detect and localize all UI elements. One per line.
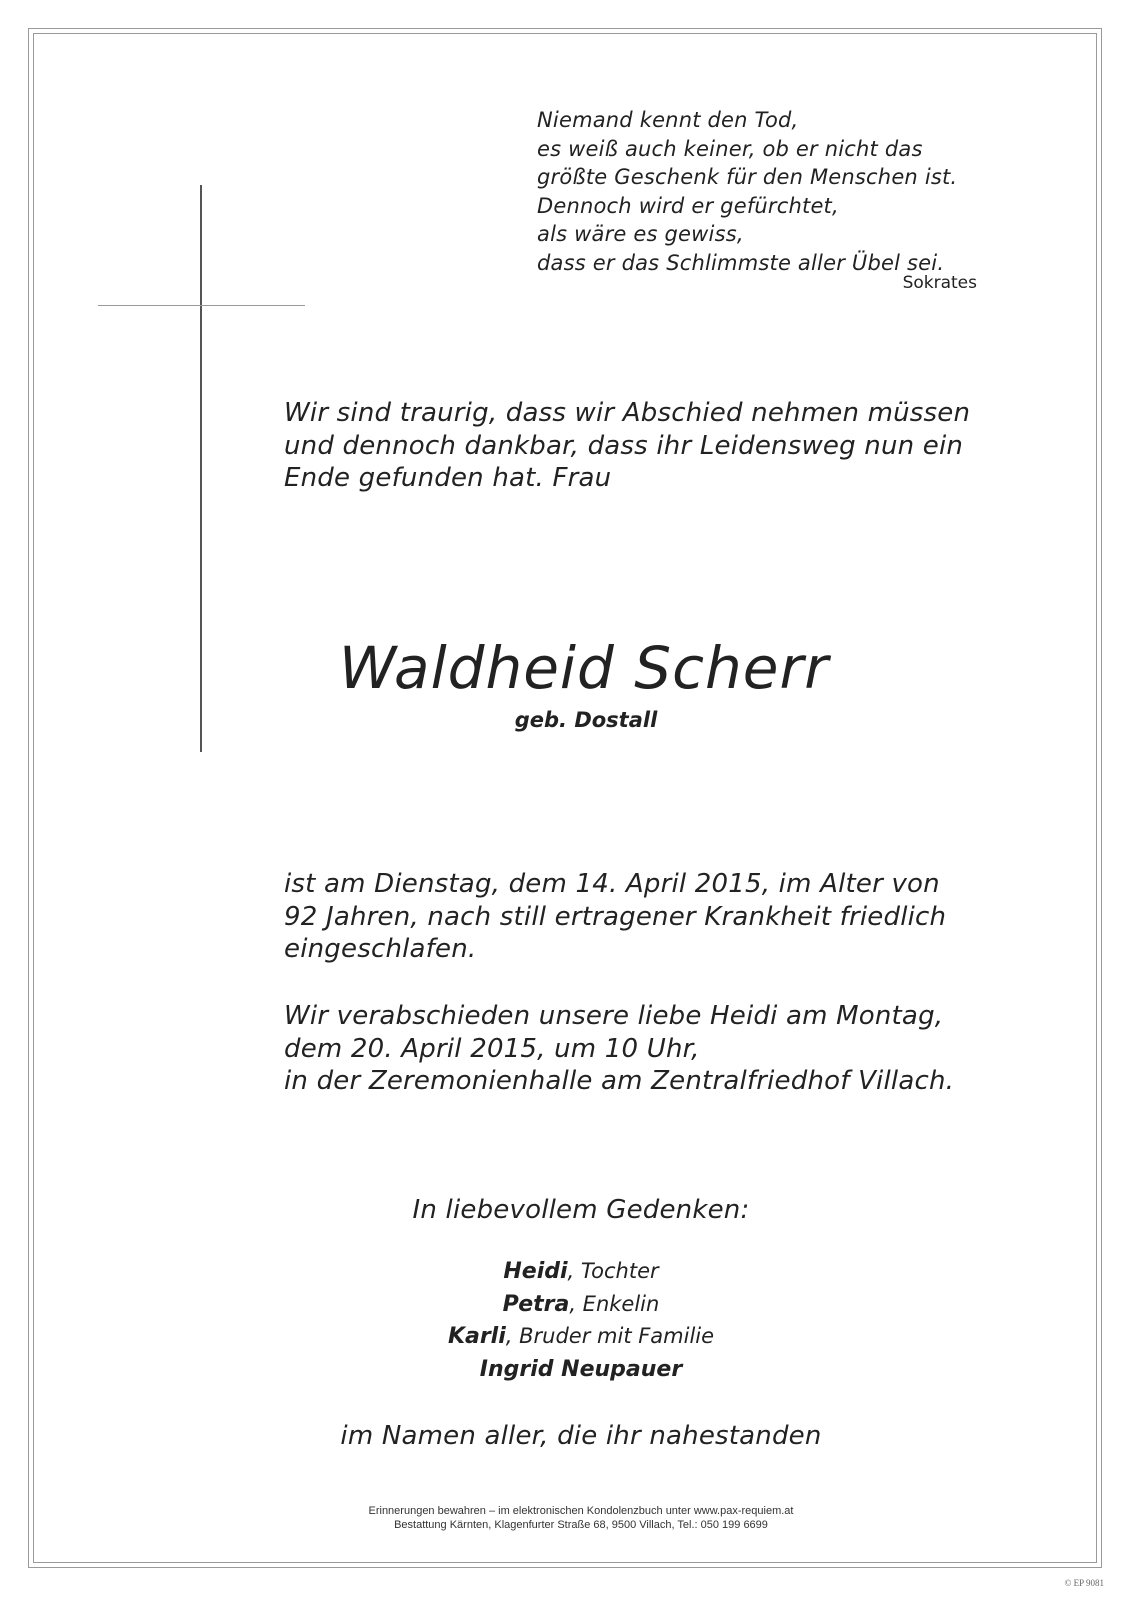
footer-line: Bestattung Kärnten, Klagenfurter Straße 68, 9500 Villach, Tel.: 050 199 6699 <box>394 1519 768 1531</box>
mourner-item <box>30 1255 1132 1288</box>
footer <box>0 1504 1132 1532</box>
quote-author: Sokrates <box>902 273 977 293</box>
quote-line: Dennoch wird er gefürchtet, <box>537 193 839 218</box>
farewell-notice <box>284 1000 954 1098</box>
farewell-line: Wir verabschieden unsere liebe Heidi am Montag, <box>284 1001 944 1031</box>
quote-line: dass er das Schlimmste aller Übel sei. <box>537 250 945 275</box>
mourners-list <box>0 1255 1132 1385</box>
print-code: © EP 9081 <box>1064 1578 1104 1588</box>
intro-line: Ende gefunden hat. Frau <box>284 463 612 493</box>
mourner-name: Karli <box>447 1324 506 1349</box>
closing-line: im Namen aller, die ihr nahestanden <box>340 1421 822 1451</box>
intro-line: und dennoch dankbar, dass ihr Leidensweg nun ein <box>284 430 964 461</box>
death-line: ist am Dienstag, dem 14. April 2015, im Alter von <box>284 869 940 899</box>
mourner-item <box>30 1320 1132 1353</box>
quote-line: es weiß auch keiner, ob er nicht das <box>537 136 923 161</box>
memory-heading: In liebevollem Gedenken: <box>412 1195 750 1225</box>
farewell-line: dem 20. April 2015, um 10 Uhr, <box>284 1033 700 1064</box>
mourner-relation: , Bruder mit Familie <box>505 1324 715 1348</box>
mourner-relation: , Tochter <box>567 1259 659 1283</box>
mourner-item <box>30 1288 1132 1321</box>
mourner-name: Ingrid Neupauer <box>479 1356 683 1382</box>
maiden-name: geb. Dostall <box>514 708 658 732</box>
deceased-name: Waldheid Scherr <box>338 634 830 702</box>
intro-text <box>284 397 970 495</box>
intro-line: Wir sind traurig, dass wir Abschied nehmen müssen <box>284 398 971 428</box>
footer-line: Erinnerungen bewahren – im elektronischen Kondolenzbuch unter www.pax-requiem.at <box>368 1505 794 1517</box>
cross-icon-horizontal <box>98 305 305 306</box>
death-line: 92 Jahren, nach still ertragener Krankheit friedlich <box>284 901 947 932</box>
mourner-relation: , Enkelin <box>569 1291 660 1316</box>
mourner-name: Heidi <box>503 1259 568 1284</box>
quote-line: Niemand kennt den Tod, <box>537 108 799 132</box>
mourner-item <box>30 1353 1132 1386</box>
death-line: eingeschlafen. <box>284 934 477 964</box>
mourner-name: Petra <box>502 1291 570 1317</box>
quote-line: als wäre es gewiss, <box>537 222 744 246</box>
farewell-line: in der Zeremonienhalle am Zentralfriedhof Villach. <box>284 1066 955 1096</box>
quote-line: größte Geschenk für den Menschen ist. <box>537 165 958 189</box>
death-notice <box>284 868 946 966</box>
quote-block <box>537 106 977 277</box>
